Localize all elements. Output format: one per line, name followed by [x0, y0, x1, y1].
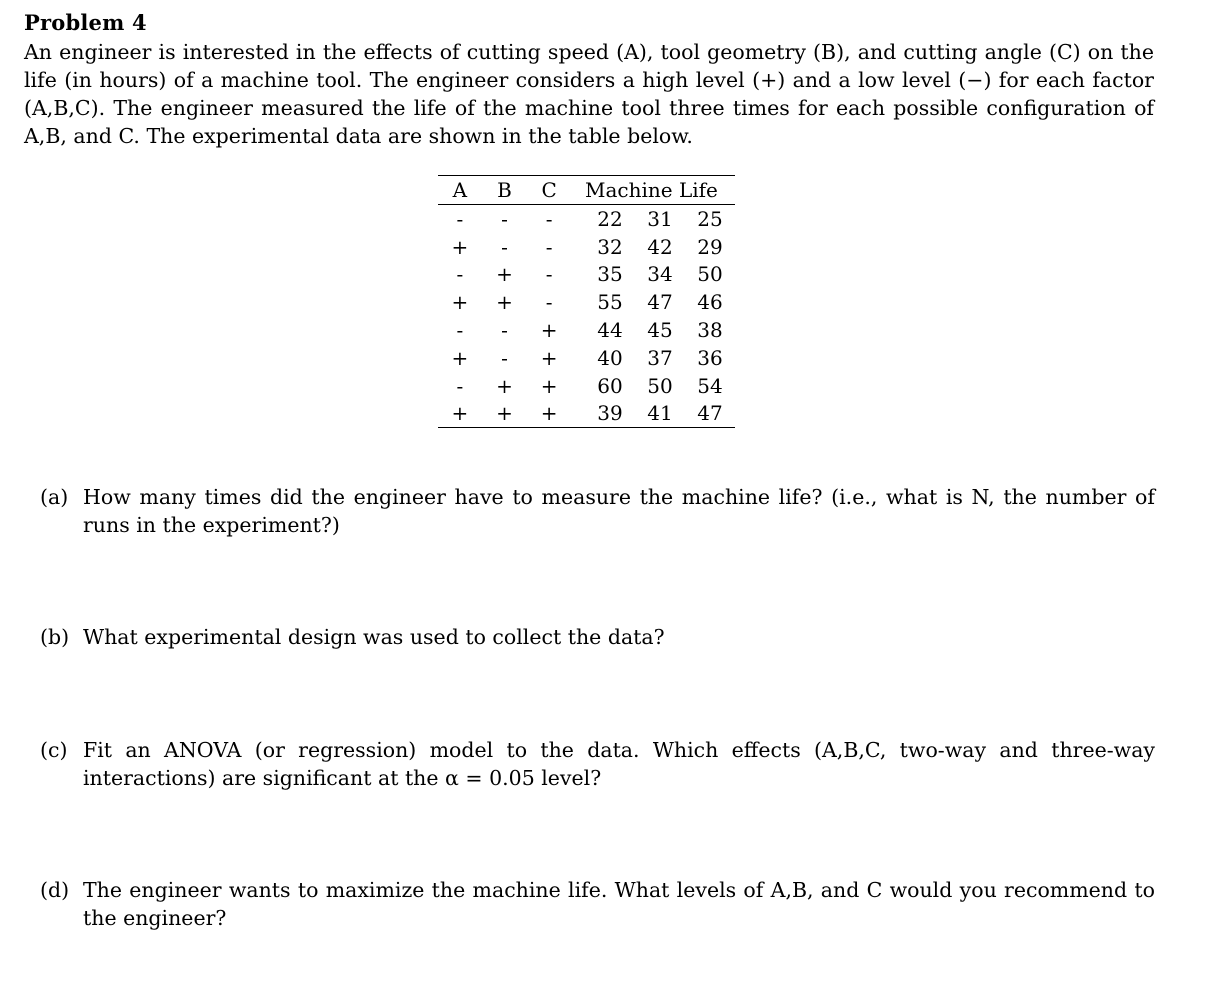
factor-a-level: +	[451, 345, 469, 370]
machine-life-value: 50	[697, 262, 723, 287]
factor-a-level: +	[451, 401, 469, 426]
factor-b-level: +	[496, 290, 513, 315]
machine-life-value: 44	[597, 318, 623, 343]
factor-b-level: +	[496, 373, 513, 398]
factor-b-level: -	[501, 234, 508, 259]
table-row	[438, 372, 735, 400]
factor-a-level: +	[451, 234, 469, 259]
machine-life-values	[571, 372, 735, 400]
question-a	[40, 483, 1155, 539]
machine-life-values	[571, 344, 735, 372]
question-d	[40, 876, 1155, 932]
table-row	[438, 233, 735, 261]
factor-c-level: +	[540, 318, 558, 343]
factor-b-level: -	[501, 318, 508, 343]
question-text: Fit an ANOVA (or regression) model to the data. Which effects (A,B,C, two-way and three-way interactions) are significant at the α = 0.05 level?	[83, 738, 1155, 790]
machine-life-values	[571, 288, 735, 316]
factor-b-level: +	[496, 262, 513, 287]
table-header-row	[438, 176, 735, 205]
machine-life-value: 46	[697, 290, 723, 315]
factor-b-level: +	[496, 401, 513, 426]
machine-life-value: 31	[647, 206, 673, 231]
factor-a-level: +	[451, 290, 469, 315]
machine-life-value: 32	[597, 234, 623, 259]
machine-life-value: 37	[647, 345, 673, 370]
machine-life-value: 55	[597, 290, 623, 315]
question-b	[40, 623, 1155, 651]
machine-life-table	[438, 175, 735, 428]
machine-life-values	[571, 233, 735, 261]
machine-life-values	[571, 316, 735, 344]
factor-b-level: -	[501, 206, 508, 231]
machine-life-value: 60	[597, 373, 623, 398]
question-text: The engineer wants to maximize the machine life. What levels of A,B, and C would you recommend to the engineer?	[83, 878, 1155, 930]
factor-a-level: -	[456, 373, 464, 398]
table-row	[438, 205, 735, 233]
machine-life-value: 45	[647, 318, 673, 343]
machine-life-value: 47	[697, 401, 723, 426]
machine-life-value: 36	[697, 345, 723, 370]
machine-life-value: 29	[697, 234, 723, 259]
header-b: B	[482, 176, 528, 205]
factor-c-level: -	[545, 234, 553, 259]
factor-b-level: -	[501, 345, 508, 370]
machine-life-values	[571, 400, 735, 428]
factor-a-level: -	[456, 262, 464, 287]
header-machine-life: Machine Life	[571, 176, 735, 205]
table-body	[438, 205, 735, 428]
question-c	[40, 736, 1155, 792]
header-c: C	[527, 176, 571, 205]
machine-life-value: 22	[597, 206, 623, 231]
factor-c-level: +	[540, 345, 558, 370]
factor-a-level: -	[456, 206, 464, 231]
machine-life-value: 40	[597, 345, 623, 370]
question-label: (b)	[40, 625, 70, 649]
header-a: A	[438, 176, 482, 205]
machine-life-value: 39	[597, 401, 623, 426]
machine-life-value: 47	[647, 290, 673, 315]
factor-c-level: +	[540, 373, 558, 398]
question-text: How many times did the engineer have to measure the machine life? (i.e., what is N, the number of runs in the experiment?)	[83, 485, 1155, 537]
data-table-container	[438, 175, 735, 428]
machine-life-value: 54	[697, 373, 723, 398]
factor-c-level: -	[545, 262, 553, 287]
table-row	[438, 316, 735, 344]
question-label: (a)	[40, 485, 69, 509]
question-label: (d)	[40, 878, 70, 902]
factor-c-level: -	[545, 290, 553, 315]
machine-life-value: 50	[647, 373, 673, 398]
table-row	[438, 344, 735, 372]
question-text: What experimental design was used to collect the data?	[83, 625, 665, 649]
machine-life-values	[571, 261, 735, 289]
machine-life-value: 38	[697, 318, 723, 343]
table-row	[438, 400, 735, 428]
factor-c-level: +	[540, 401, 558, 426]
table-row	[438, 261, 735, 289]
machine-life-value: 42	[647, 234, 673, 259]
factor-c-level: -	[545, 206, 553, 231]
machine-life-value: 25	[697, 206, 723, 231]
machine-life-values	[571, 205, 735, 233]
problem-intro: An engineer is interested in the effects of cutting speed (A), tool geometry (B), and cutting angle (C) on the life (in hours) of a machine tool. The engineer considers a high level (+) and a low level (−) for each factor (A,B,C). The engineer measured the life of the machine tool three times for each possible configuration of A,B, and C. The experimental data are shown in the table below.	[24, 40, 1154, 148]
question-label: (c)	[40, 738, 68, 762]
machine-life-value: 41	[647, 401, 673, 426]
factor-a-level: -	[456, 318, 464, 343]
problem-title: Problem 4	[24, 10, 147, 35]
machine-life-value: 34	[647, 262, 673, 287]
table-row	[438, 288, 735, 316]
machine-life-value: 35	[597, 262, 623, 287]
